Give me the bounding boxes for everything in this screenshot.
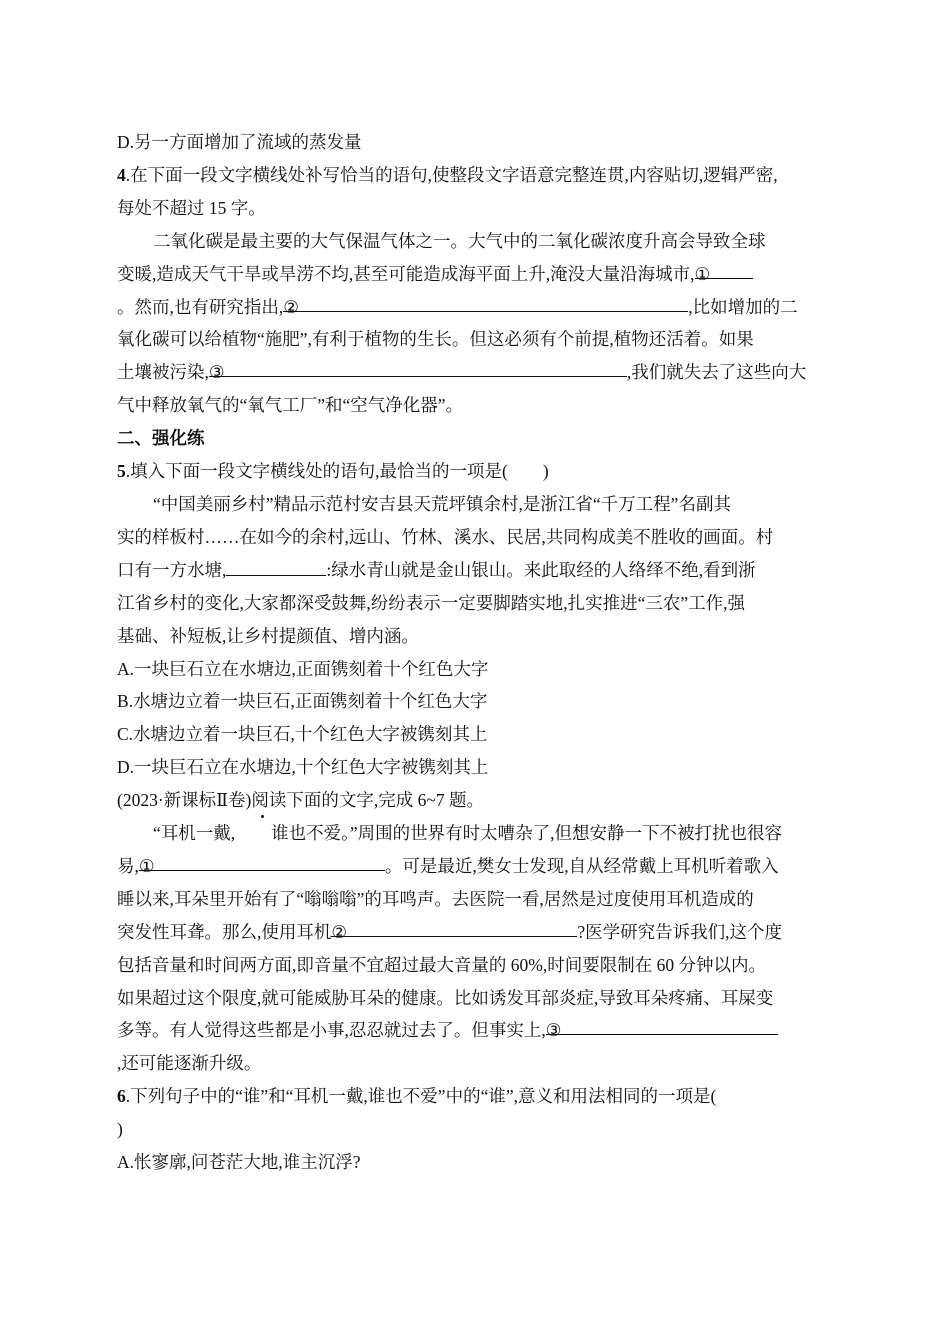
passage-line xyxy=(117,817,835,850)
blank-marker: ③ xyxy=(208,362,225,383)
q4-stem-cont: 每处不超过 15 字。 xyxy=(117,197,266,218)
blank-2[interactable] xyxy=(283,291,688,317)
passage-text: 也不爱。”周围的世界有时太嘈杂了,但想安静一下不被打扰也很容 xyxy=(288,823,783,844)
q5-option-a[interactable]: A.一块巨石立在水塘边,正面镌刻着十个红色大字 xyxy=(117,658,489,679)
blank-3[interactable] xyxy=(208,356,627,383)
passage-line: 如果超过这个限度,就可能威胁耳朵的健康。比如诱发耳部炎症,导致耳朵疼痛、耳屎变 xyxy=(117,987,774,1008)
q4-stem-text: .在下面一段文字横线处补写恰当的语句,使整段文字语意完整连贯,内容贴切,逻辑严密, xyxy=(125,164,778,185)
q5-option-d[interactable]: D.一块巨石立在水塘边,十个红色大字被镌刻其上 xyxy=(117,757,489,778)
passage-text: 变暖,造成天气干旱或旱涝不均,甚至可能造成海平面上升,淹没大量沿海城市, xyxy=(117,263,695,284)
q5-passage-line: 基础、补短板,让乡村提颜值、增内涵。 xyxy=(117,625,419,646)
passage-text: 土壤被污染, xyxy=(117,362,209,383)
passage-line: 睡以来,耳朵里开始有了“嗡嗡嗡”的耳鸣声。去医院一看,居然是过度使用耳机造成的 xyxy=(117,888,754,909)
q6-option-a[interactable]: A.怅寥廓,问苍茫大地,谁主沉浮? xyxy=(117,1152,361,1173)
blank-2[interactable] xyxy=(331,916,577,942)
passage-text: 口有一方水塘, xyxy=(117,559,227,580)
q5-stem xyxy=(117,455,835,488)
section-heading: 二、强化练 xyxy=(117,428,205,449)
q5-stem-text: .填入下面一段文字横线处的语句,最恰当的一项是( ) xyxy=(125,461,549,482)
q4-number: 4 xyxy=(117,164,126,185)
q3-option-d: D.另一方面增加了流域的蒸发量 xyxy=(117,132,362,152)
q4-passage-line xyxy=(117,258,835,291)
blank-marker: ① xyxy=(138,855,155,876)
passage-text: ,我们就失去了这些向大 xyxy=(626,362,807,383)
passage-text: 。然而,也有研究指出, xyxy=(117,296,284,317)
q6-stem-cont: ) xyxy=(117,1119,123,1140)
page-content xyxy=(117,126,835,1179)
blank-marker: ② xyxy=(283,296,299,317)
blank-marker: ③ xyxy=(545,1020,562,1041)
passage-text: :绿水青山就是金山银山。来此取经的人络绎不绝,看到浙 xyxy=(326,559,756,580)
passage-intro: (2023·新课标Ⅱ卷)阅读下面的文字,完成 6~7 题。 xyxy=(117,790,484,811)
passage-line: 包括音量和时间两方面,即音量不宜超过最大音量的 60%,时间要限制在 60 分钟以内。 xyxy=(117,954,766,975)
blank-marker: ① xyxy=(694,263,711,284)
q5-passage-line: 实的样板村……在如今的余村,远山、竹林、溪水、民居,共同构成美不胜收的画面。村 xyxy=(117,526,774,547)
q6-number: 6 xyxy=(117,1086,126,1107)
q4-passage-line: 氧化碳可以给植物“施肥”,有利于植物的生长。但这必须有个前提,植物还活着。如果 xyxy=(117,329,754,350)
passage-text: 突发性耳聋。那么,使用耳机 xyxy=(117,921,332,942)
q4-passage-line: 气中释放氧气的“氧气工厂”和“空气净化器”。 xyxy=(117,395,464,416)
q5-option-b[interactable]: B.水塘边立着一块巨石,正面镌刻着十个红色大字 xyxy=(117,691,488,712)
passage-line xyxy=(117,916,835,949)
q6-stem xyxy=(117,1080,835,1113)
blank-3[interactable] xyxy=(545,1014,778,1041)
q5-blank[interactable] xyxy=(226,555,326,576)
passage-text: 多等。有人觉得这些都是小事,忍忍就过去了。但事实上, xyxy=(117,1020,546,1041)
passage-text: ?医学研究告诉我们,这个度 xyxy=(577,921,783,942)
q4-passage-line: 二氧化碳是最主要的大气保温气体之一。大气中的二氧化碳浓度升高会导致全球 xyxy=(153,230,766,251)
passage-line xyxy=(117,850,835,883)
passage-text: “耳机一戴, xyxy=(153,823,236,844)
blank-1[interactable] xyxy=(694,258,753,284)
blank-marker: ② xyxy=(331,921,348,942)
passage-text: ,比如增加的二 xyxy=(688,296,798,317)
q5-passage-line xyxy=(117,554,835,587)
emphasis-dot-char: 谁 xyxy=(235,817,289,850)
passage-text: 。可是最近,樊女士发现,自从经常戴上耳机听着歌入 xyxy=(384,855,779,876)
passage-line: ,还可能逐渐升级。 xyxy=(117,1053,262,1074)
q6-stem-text: .下列句子中的“谁”和“耳机一戴,谁也不爱”中的“谁”,意义和用法相同的一项是( xyxy=(125,1086,717,1107)
q4-stem xyxy=(117,159,835,192)
q5-number: 5 xyxy=(117,461,126,482)
q5-option-c[interactable]: C.水塘边立着一块巨石,十个红色大字被镌刻其上 xyxy=(117,724,488,745)
q5-passage-line: 江省乡村的变化,大家都深受鼓舞,纷纷表示一定要脚踏实地,扎实推进“三农”工作,强 xyxy=(117,592,746,613)
q4-passage-line xyxy=(117,356,835,389)
blank-1[interactable] xyxy=(138,850,385,876)
passage-text: 易, xyxy=(117,855,139,876)
q4-passage-line xyxy=(117,291,835,324)
q5-passage-line: “中国美丽乡村”精品示范村安吉县天荒坪镇余村,是浙江省“千万工程”名副其 xyxy=(153,493,731,514)
passage-line xyxy=(117,1014,835,1047)
